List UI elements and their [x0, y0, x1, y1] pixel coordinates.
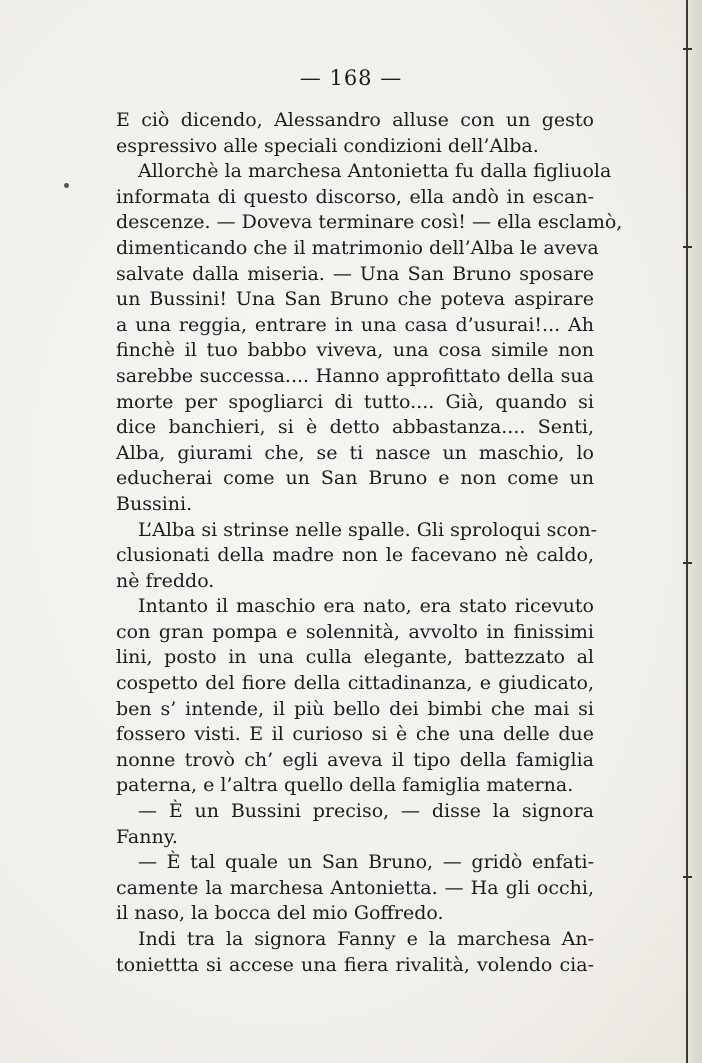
text-line: finchè il tuo babbo viveva, una cosa simile non: [116, 339, 594, 362]
text-line: dice banchieri, si è detto abbastanza.... Senti,: [116, 416, 594, 439]
text-line: Indi tra la signora Fanny e la marchesa An-: [138, 928, 594, 950]
margin-dot: [64, 183, 69, 188]
text-line: E ciò dicendo, Alessandro alluse con un gesto: [116, 109, 594, 131]
edge-mark: [683, 48, 692, 50]
page-number: — 168 —: [299, 66, 403, 90]
edge-mark: [683, 876, 692, 878]
edge-mark: [683, 246, 692, 248]
text-line: descenze. — Doveva terminare così! — ella esclamò,: [116, 211, 623, 234]
body-text: [116, 108, 623, 978]
text-line: clusionati della madre non le facevano nè caldo,: [116, 544, 594, 567]
text-line: — È tal quale un San Bruno, — gridò enfati-: [138, 851, 594, 874]
text-line: un Bussini! Una San Bruno che poteva aspirare: [116, 288, 594, 311]
text-line: Allorchè la marchesa Antonietta fu dalla figliuola: [138, 160, 612, 183]
text-line: sarebbe successa.... Hanno approfittato della sua: [116, 364, 594, 387]
text-line: cospetto del fiore della cittadinanza, e giudicato,: [116, 672, 594, 695]
text-line: Bussini.: [116, 492, 193, 515]
text-line: Alba, giurami che, se ti nasce un maschio, lo: [116, 441, 594, 464]
text-line: dimenticando che il matrimonio dell’Alba le aveva: [116, 236, 599, 259]
text-line: con gran pompa e solennità, avvolto in finissimi: [116, 620, 594, 643]
text-line: il naso, la bocca del mio Goffredo.: [116, 902, 444, 925]
text-line: toniettta si accese una fiera rivalità, volendo cia-: [116, 953, 594, 976]
text-line: lini, posto in una culla elegante, battezzato al: [116, 646, 594, 669]
text-line: espressivo alle speciali condizioni dell’Alba.: [116, 134, 539, 157]
text-line: ben s’ intende, il più bello dei bimbi che mai si: [116, 697, 594, 720]
text-line: a una reggia, entrare in una casa d’usurai!... Ah: [116, 313, 594, 336]
text-line: Intanto il maschio era nato, era stato ricevuto: [138, 595, 594, 618]
text-line: salvate dalla miseria. — Una San Bruno sposare: [116, 262, 594, 285]
text-line: — È un Bussini preciso, — disse la signora: [138, 800, 594, 823]
edge-mark: [683, 562, 692, 564]
page-edge-line: [686, 0, 688, 1063]
page-edge-shadow: [680, 0, 702, 1063]
text-line: camente la marchesa Antonietta. — Ha gli occhi,: [116, 876, 594, 899]
text-line: morte per spogliarci di tutto.... Già, quando si: [116, 390, 594, 413]
text-line: Fanny.: [116, 825, 178, 848]
text-line: educherai come un San Bruno e non come un: [116, 467, 594, 490]
text-line: nonne trovò ch’ egli aveva il tipo della famiglia: [116, 748, 594, 771]
text-line: nè freddo.: [116, 569, 215, 592]
text-line: L’Alba si strinse nelle spalle. Gli sproloqui scon-: [138, 518, 598, 541]
text-line: fossero visti. E il curioso si è che una delle due: [116, 723, 594, 746]
text-line: paterna, e l’altra quello della famiglia materna.: [116, 774, 574, 797]
text-line: informata di questo discorso, ella andò in escan-: [116, 185, 594, 208]
